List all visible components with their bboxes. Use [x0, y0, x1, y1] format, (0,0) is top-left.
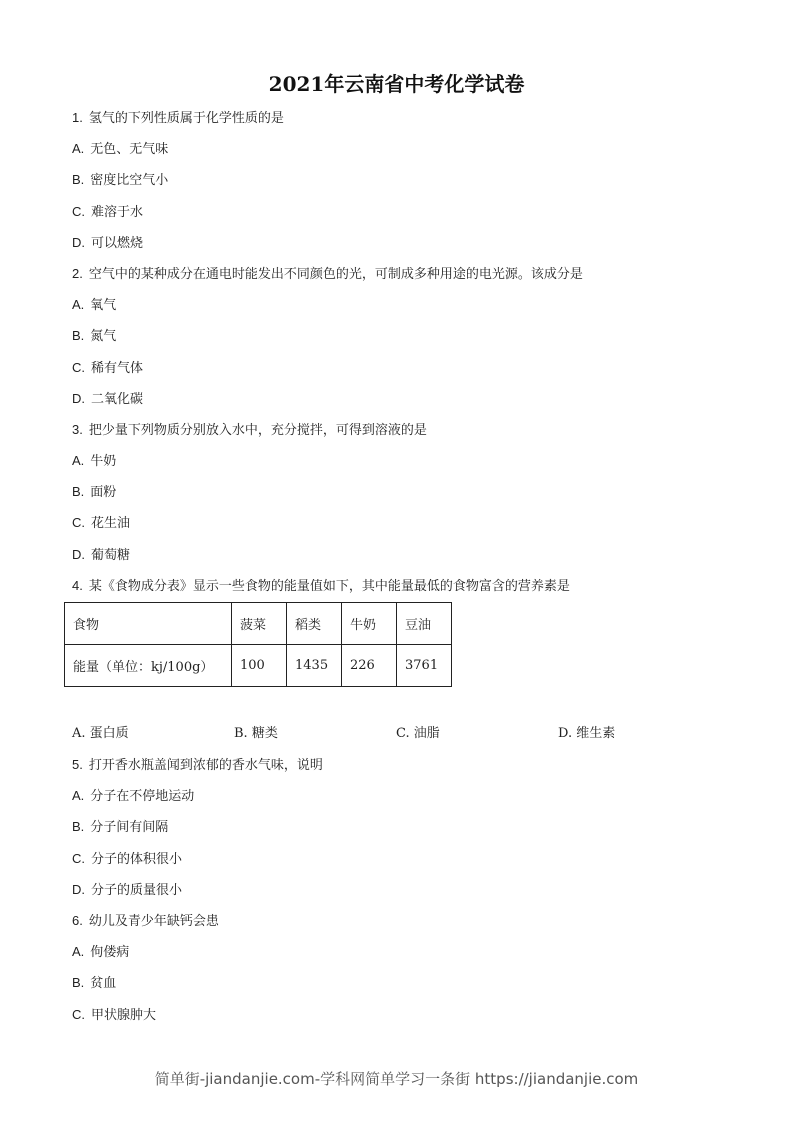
option-line	[72, 936, 323, 967]
item-number: B.	[72, 484, 85, 500]
option-d: D. 维生素	[558, 726, 616, 741]
option-line	[72, 507, 583, 538]
table-header-row	[65, 603, 452, 645]
item-number: D.	[72, 546, 85, 562]
table-row	[65, 645, 452, 687]
item-text: 打开香水瓶盖闻到浓郁的香水气味，说明	[88, 758, 323, 773]
item-text: 可以燃烧	[91, 235, 144, 251]
item-number: D.	[72, 234, 85, 250]
question-stem	[72, 258, 583, 289]
item-number: B.	[72, 328, 85, 344]
item-number: C.	[72, 515, 85, 531]
table-cell: 100	[232, 645, 287, 687]
item-text: 氧气	[90, 298, 117, 314]
option-line	[72, 811, 323, 842]
item-text: 二氧化碳	[91, 391, 144, 407]
page-title: 2021年云南省中考化学试卷	[268, 72, 525, 96]
item-number: B.	[72, 819, 85, 835]
item-number: A.	[72, 141, 85, 157]
question-stem	[72, 102, 583, 133]
option-line	[72, 383, 583, 414]
option-a: A. 蛋白质	[72, 726, 129, 741]
question-stem	[72, 749, 323, 780]
item-text: 分子在不停地运动	[90, 789, 195, 805]
item-text: 分子的质量很小	[91, 882, 183, 898]
option-line	[72, 874, 323, 905]
item-number: C.	[72, 359, 85, 375]
item-text: 贫血	[90, 976, 117, 992]
item-text: 甲状腺肿大	[91, 1007, 157, 1023]
item-number: A.	[72, 297, 85, 313]
item-number: C.	[72, 850, 85, 866]
table-cell: 3761	[397, 645, 452, 687]
item-text: 葡萄糖	[91, 547, 131, 563]
item-text: 牛奶	[90, 454, 117, 470]
item-number: 4.	[72, 577, 83, 593]
item-number: B.	[72, 975, 85, 991]
footer-watermark: 简单街-jiandanjie.com-学科网简单学习一条街 https://jiandanjie.com	[154, 1070, 639, 1088]
question-stem	[72, 570, 583, 601]
item-text: 把少量下列物质分别放入水中，充分搅拌，可得到溶液的是	[88, 422, 427, 438]
table-cell: 豆油	[397, 603, 452, 645]
question-stem	[72, 414, 583, 445]
item-text: 稀有气体	[91, 360, 144, 376]
item-number: A.	[72, 944, 85, 960]
item-number: D.	[72, 390, 85, 406]
option-line	[72, 133, 583, 164]
item-text: 分子间有间隔	[90, 820, 169, 836]
option-line	[72, 780, 323, 811]
item-number: 2.	[72, 265, 83, 281]
item-text: 难溶于水	[91, 204, 144, 220]
item-text: 无色、无气味	[90, 142, 169, 158]
questions-5-6	[72, 749, 323, 1030]
item-text: 幼儿及青少年缺钙会患	[88, 913, 219, 929]
item-text: 佝偻病	[90, 945, 130, 961]
option-line	[72, 476, 583, 507]
table-cell: 能量（单位：kj/100g）	[65, 645, 232, 687]
item-number: C.	[72, 1006, 85, 1022]
question-stem	[72, 905, 323, 936]
table-cell: 226	[342, 645, 397, 687]
option-line	[72, 843, 323, 874]
table-cell: 牛奶	[342, 603, 397, 645]
option-line	[72, 164, 583, 195]
option-line	[72, 445, 583, 476]
item-number: A.	[72, 453, 85, 469]
item-text: 面粉	[90, 485, 117, 501]
option-line	[72, 289, 583, 320]
item-number: 3.	[72, 421, 83, 437]
option-line	[72, 999, 323, 1030]
table-cell: 1435	[287, 645, 342, 687]
item-number: B.	[72, 172, 85, 188]
item-text: 氢气的下列性质属于化学性质的是	[88, 111, 284, 126]
item-number: A.	[72, 788, 85, 804]
option-line	[72, 967, 323, 998]
item-number: 6.	[72, 912, 83, 928]
food-energy-table	[64, 602, 452, 687]
item-number: 5.	[72, 757, 83, 772]
q4-options	[72, 722, 672, 746]
questions-1-4	[72, 102, 583, 601]
table-cell: 食物	[65, 603, 232, 645]
item-text: 分子的体积很小	[91, 851, 183, 867]
option-line	[72, 227, 583, 258]
table-cell: 菠菜	[232, 603, 287, 645]
option-c: C. 油脂	[396, 726, 440, 741]
item-text: 某《食物成分表》显示一些食物的能量值如下，其中能量最低的食物富含的营养素是	[88, 578, 570, 594]
item-number: D.	[72, 881, 85, 897]
option-line	[72, 539, 583, 570]
option-line	[72, 196, 583, 227]
item-number: 1.	[72, 110, 83, 125]
item-text: 花生油	[91, 516, 131, 532]
option-line	[72, 320, 583, 351]
item-number: C.	[72, 203, 85, 219]
table-cell: 稻类	[287, 603, 342, 645]
option-line	[72, 352, 583, 383]
option-b: B. 糖类	[234, 726, 278, 741]
item-text: 密度比空气小	[90, 173, 169, 189]
item-text: 氮气	[90, 329, 117, 345]
item-text: 空气中的某种成分在通电时能发出不同颜色的光，可制成多种用途的电光源。该成分是	[88, 266, 583, 282]
